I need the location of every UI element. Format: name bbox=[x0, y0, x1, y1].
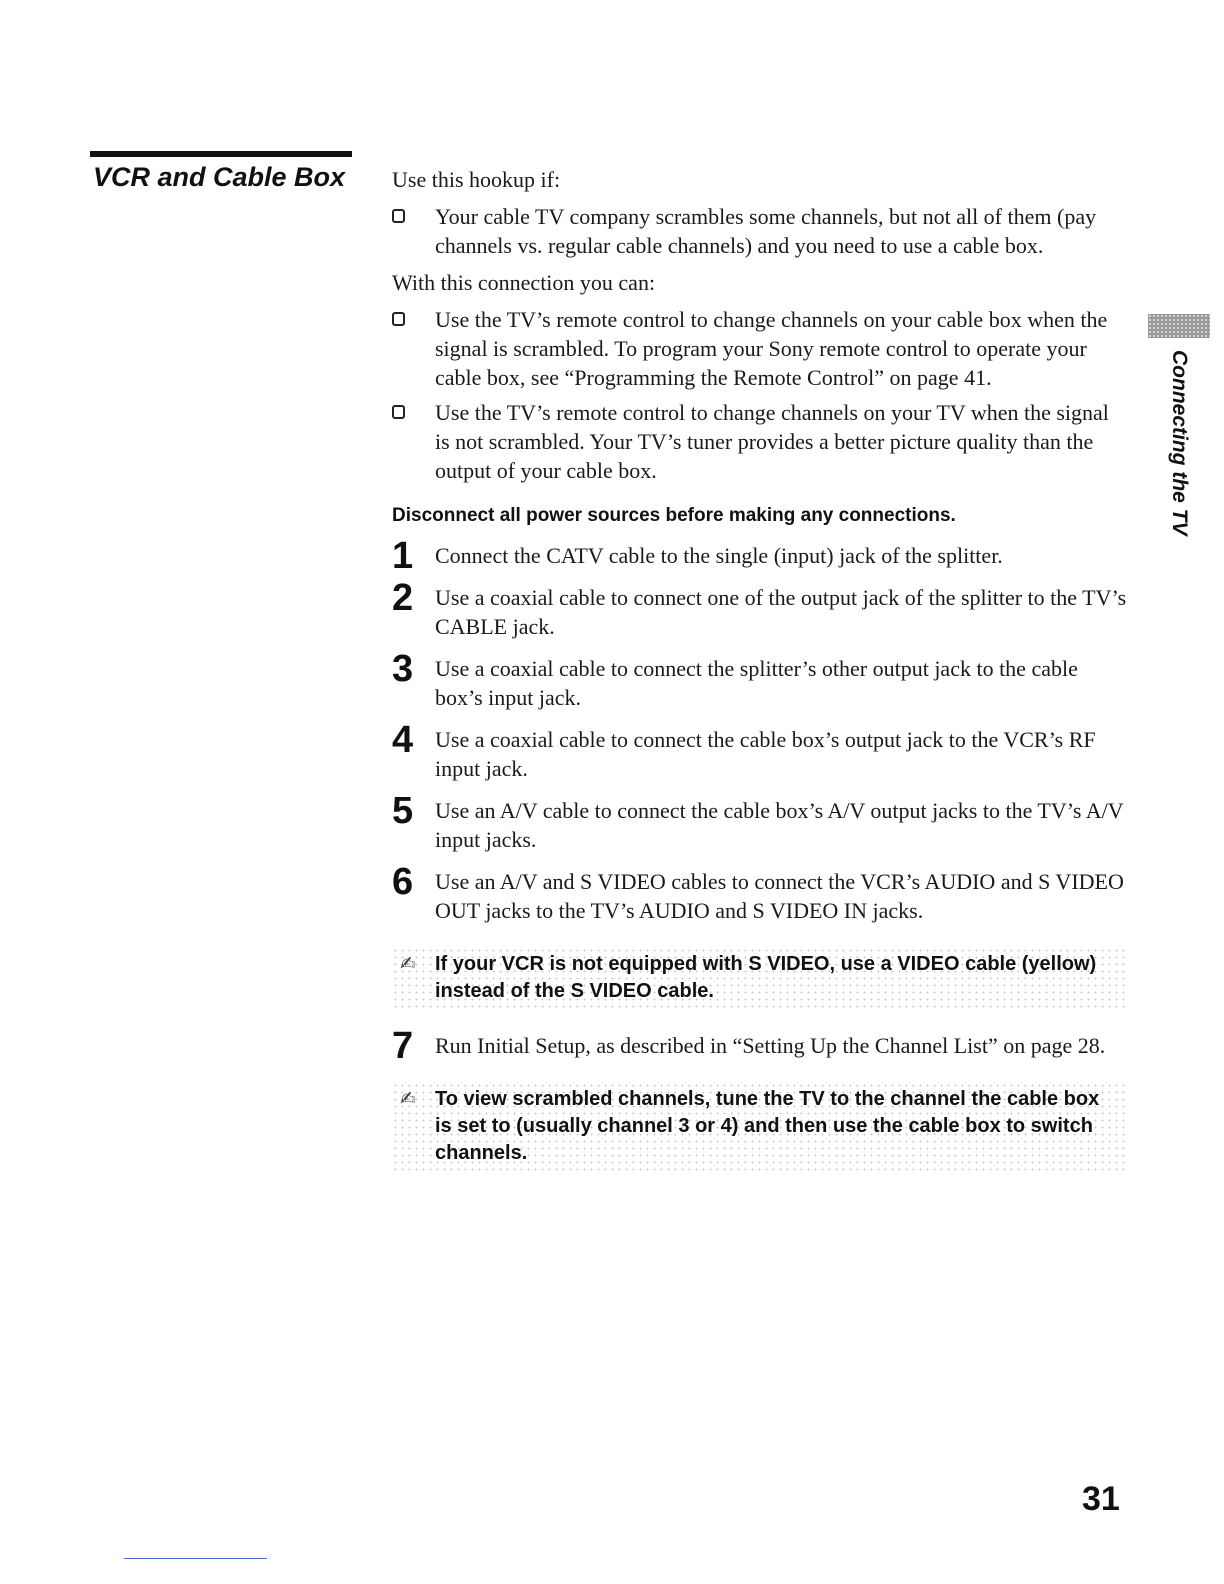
list-item-text: Use the TV’s remote control to change channels on your cable box when the signal is scrambled. To program your Sony remote control to operate your cable box, see “Programming the Remote Control” on page 41. bbox=[435, 307, 1108, 390]
checkbox-bullet-icon bbox=[392, 405, 405, 419]
pencil-note-icon: ✍ bbox=[400, 1089, 416, 1110]
step-text: Run Initial Setup, as described in “Setting Up the Channel List” on page 28. bbox=[435, 1033, 1106, 1058]
chapter-side-label: Connecting the TV bbox=[1168, 350, 1191, 536]
step-text: Use an A/V and S VIDEO cables to connect the VCR’s AUDIO and S VIDEO OUT jacks to the TV’s AUDIO and S VIDEO IN jacks. bbox=[435, 869, 1124, 923]
chapter-tab-marker bbox=[1148, 314, 1210, 338]
list-item-text: Your cable TV company scrambles some channels, but not all of them (pay channels vs. regular cable channels) and you need to use a cable box. bbox=[435, 204, 1097, 258]
intro-text: Use this hookup if: bbox=[392, 167, 561, 192]
step-text: Use a coaxial cable to connect the cable box’s output jack to the VCR’s RF input jack. bbox=[435, 727, 1096, 781]
checkbox-bullet-icon bbox=[392, 312, 405, 326]
benefits-heading: With this connection you can: bbox=[392, 270, 656, 295]
page-number: 31 bbox=[1082, 1480, 1120, 1518]
list-item-text: Use the TV’s remote control to change channels on your TV when the signal is not scrambled. Your TV’s tuner provides a better picture quality than the output of your cable box. bbox=[435, 400, 1109, 483]
step-item bbox=[392, 577, 1127, 641]
step-number: 1 bbox=[392, 535, 414, 577]
step-item bbox=[392, 790, 1127, 854]
step-item bbox=[392, 719, 1127, 783]
step-number: 5 bbox=[392, 790, 414, 832]
step-text: Connect the CATV cable to the single (input) jack of the splitter. bbox=[435, 543, 1003, 568]
list-item bbox=[392, 305, 1127, 392]
step-text: Use a coaxial cable to connect the splitter’s other output jack to the cable box’s input jack. bbox=[435, 656, 1078, 710]
section-title: VCR and Cable Box bbox=[93, 162, 346, 192]
step-text: Use an A/V cable to connect the cable box’s A/V output jacks to the TV’s A/V input jacks. bbox=[435, 798, 1124, 852]
main-content bbox=[392, 165, 1127, 1193]
note-text: If your VCR is not equipped with S VIDEO, use a VIDEO cable (yellow) instead of the S VIDEO cable. bbox=[435, 953, 1097, 1002]
step-item bbox=[392, 535, 1127, 577]
step-number: 6 bbox=[392, 861, 414, 903]
warning-text: Disconnect all power sources before making any connections. bbox=[392, 505, 956, 526]
steps-list bbox=[392, 535, 1127, 925]
list-item bbox=[392, 398, 1127, 485]
step-number: 3 bbox=[392, 648, 414, 690]
checkbox-bullet-icon bbox=[392, 209, 405, 223]
step-text: Use a coaxial cable to connect one of the output jack of the splitter to the TV’s CABLE jack. bbox=[435, 585, 1127, 639]
note-box bbox=[392, 1082, 1127, 1171]
condition-list bbox=[392, 202, 1127, 260]
section-rule bbox=[90, 151, 352, 157]
step-number: 2 bbox=[392, 577, 414, 619]
benefit-list bbox=[392, 305, 1127, 485]
step-item bbox=[392, 648, 1127, 712]
note-box bbox=[392, 947, 1127, 1009]
steps-list-continued bbox=[392, 1025, 1127, 1067]
step-number: 7 bbox=[392, 1025, 414, 1067]
note-text: To view scrambled channels, tune the TV to the channel the cable box is set to (usually channel 3 or 4) and then use the cable box to switch channels. bbox=[435, 1088, 1100, 1164]
step-item bbox=[392, 861, 1127, 925]
list-item bbox=[392, 202, 1127, 260]
footer-rule bbox=[124, 1558, 267, 1559]
pencil-note-icon: ✍ bbox=[400, 954, 416, 975]
step-number: 4 bbox=[392, 719, 414, 761]
step-item bbox=[392, 1025, 1127, 1067]
